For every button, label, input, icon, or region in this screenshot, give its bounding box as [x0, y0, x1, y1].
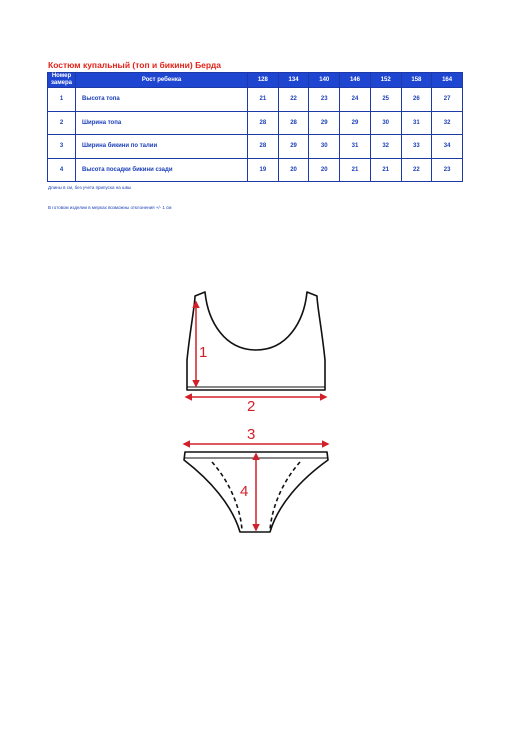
row-value: 23: [309, 88, 340, 112]
page-title: Костюм купальный (топ и бикини) Берда: [48, 60, 222, 70]
header-size: 128: [248, 73, 279, 88]
header-child-height: Рост ребенка: [76, 73, 248, 88]
row-name: Высота топа: [76, 88, 248, 112]
marker-4: 4: [240, 483, 249, 500]
row-value: 29: [340, 111, 371, 135]
row-name: Высота посадки бикини сзади: [76, 158, 248, 182]
row-value: 19: [248, 158, 279, 182]
row-number: 1: [48, 88, 76, 112]
marker-1: 1: [199, 344, 208, 361]
row-value: 29: [309, 111, 340, 135]
row-value: 21: [370, 158, 401, 182]
row-value: 26: [401, 88, 432, 112]
row-value: 28: [248, 135, 279, 159]
header-size: 164: [432, 73, 463, 88]
row-value: 23: [432, 158, 463, 182]
header-size: 140: [309, 73, 340, 88]
row-number: 3: [48, 135, 76, 159]
tolerance-note: В готовом изделии в мерках возможны отклонения +/- 1 см: [48, 205, 172, 210]
row-value: 32: [370, 135, 401, 159]
row-name: Ширина бикини по талии: [76, 135, 248, 159]
row-value: 30: [309, 135, 340, 159]
row-value: 22: [401, 158, 432, 182]
header-measure-number: Номер замера: [48, 73, 76, 88]
row-value: 34: [432, 135, 463, 159]
row-value: 28: [278, 111, 309, 135]
row-value: 32: [432, 111, 463, 135]
row-number: 2: [48, 111, 76, 135]
marker-2: 2: [247, 398, 256, 415]
row-value: 21: [248, 88, 279, 112]
row-value: 28: [248, 111, 279, 135]
row-name: Ширина топа: [76, 111, 248, 135]
header-size: 146: [340, 73, 371, 88]
row-value: 33: [401, 135, 432, 159]
header-size: 158: [401, 73, 432, 88]
marker-3: 3: [247, 426, 256, 443]
header-size: 152: [370, 73, 401, 88]
row-value: 25: [370, 88, 401, 112]
row-value: 29: [278, 135, 309, 159]
row-value: 31: [340, 135, 371, 159]
row-value: 30: [370, 111, 401, 135]
top-outline: [187, 292, 325, 390]
row-value: 20: [309, 158, 340, 182]
row-value: 21: [340, 158, 371, 182]
row-value: 27: [432, 88, 463, 112]
row-number: 4: [48, 158, 76, 182]
row-value: 24: [340, 88, 371, 112]
row-value: 22: [278, 88, 309, 112]
header-size: 134: [278, 73, 309, 88]
row-value: 20: [278, 158, 309, 182]
row-value: 31: [401, 111, 432, 135]
units-note: Длины в см, без учета припуска на швы: [48, 185, 132, 190]
